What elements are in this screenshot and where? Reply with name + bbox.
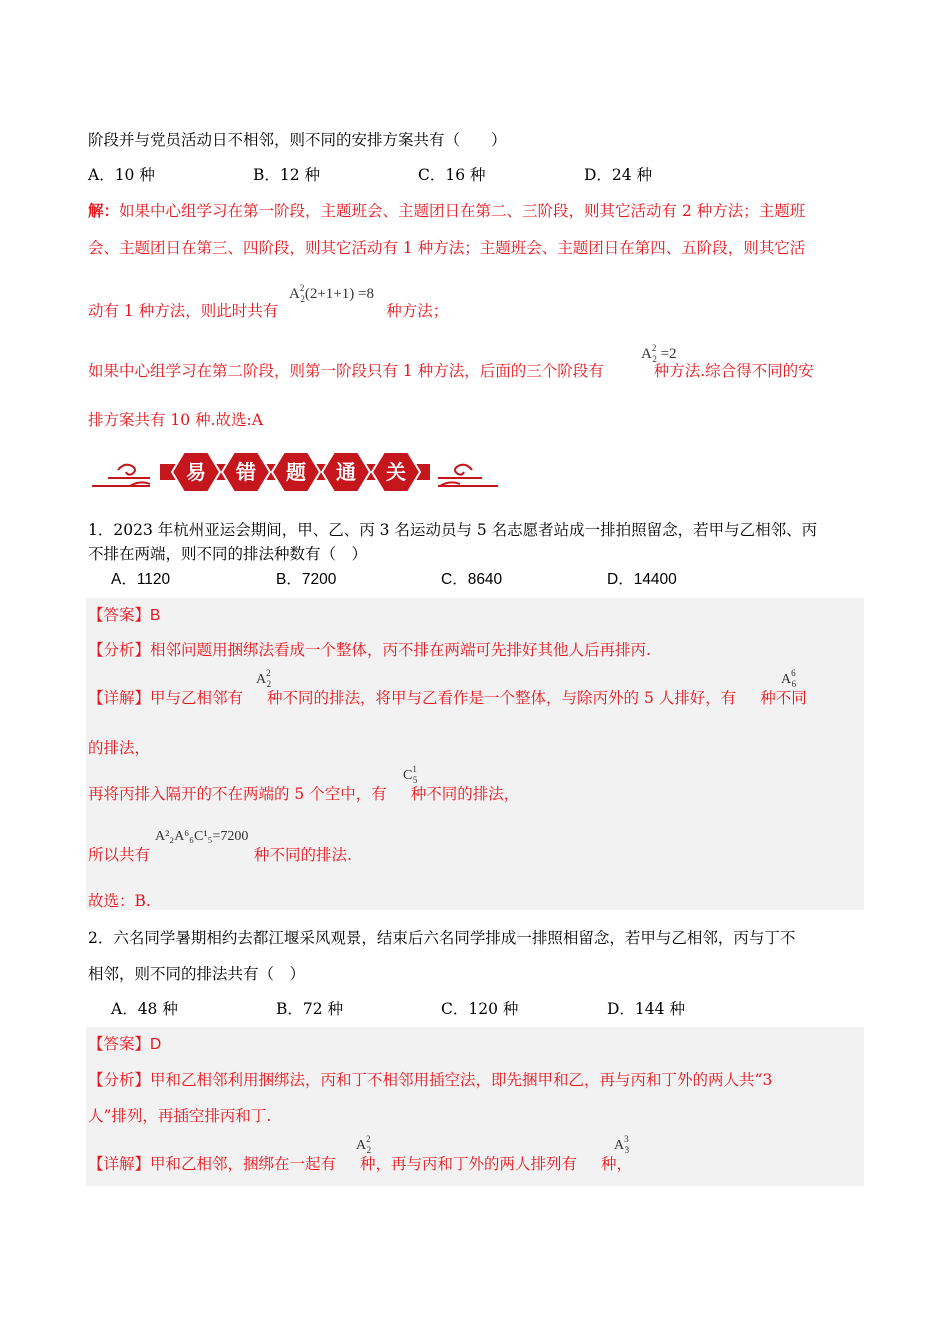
q1-detail-line-3 [88, 782, 519, 804]
formula-sub: 2 [366, 1145, 372, 1155]
banner-char-4: 通 [336, 460, 356, 484]
prev-solution-text-1: 如果中心组学习在第一阶段，主题班会、主题团日在第二、三阶段，则其它活动有 2 种方法；主题班 [119, 202, 806, 220]
prev-solution-text-4b: 种方法.综合得不同的安 [653, 362, 814, 380]
q1-formula-a22 [256, 668, 272, 689]
q2-detail-text-b: 种，再与丙和丁外的两人排列有 [360, 1155, 578, 1173]
formula-sub: 6 [791, 679, 797, 689]
formula-sub: 2 [300, 294, 305, 304]
q1-detail-text-1a: 甲与乙相邻有 [150, 689, 244, 707]
prev-solution-label: 解： [88, 201, 120, 220]
q1-conclusion: 故选：B. [88, 892, 151, 910]
formula-sub: 3 [624, 1145, 630, 1155]
formula-sub: 5 [412, 775, 418, 785]
q1-answer-label: 【答案】 [88, 606, 151, 624]
q2-detail-text-c: 种， [601, 1155, 633, 1173]
q1-detail-text-3a: 再将丙排入隔开的不在两端的 5 个空中，有 [88, 785, 387, 803]
formula-letter: A [614, 1138, 625, 1153]
q2-answer-value: D [150, 1036, 162, 1053]
formula-sup: 2 [651, 343, 657, 353]
q1-option-b: B．7200 [276, 571, 337, 588]
q2-formula-a22 [356, 1134, 372, 1155]
q1-formula-total: A²₂A⁶₆C¹₅=7200 [155, 829, 249, 844]
prev-formula-2 [641, 343, 677, 364]
q1-detail-text-1b: 种不同的排法，将甲与乙看作是一个整体，与除丙外的 5 人排好，有 [267, 689, 737, 707]
prev-options [88, 163, 848, 185]
formula-sub: 2 [652, 354, 657, 364]
q2-option-d: D．144 种 [607, 1000, 685, 1018]
formula-rest: (2+1+1) =8 [304, 286, 374, 302]
q1-detail-line-1 [88, 686, 807, 708]
prev-option-c: C．16 种 [418, 166, 486, 184]
formula-sup: 3 [624, 1134, 629, 1144]
prev-solution-line-3 [88, 299, 448, 321]
prev-solution-line-4 [88, 359, 814, 381]
q1-answer-line [88, 603, 160, 625]
q1-option-a: A．1120 [111, 571, 171, 588]
banner-char-1: 易 [186, 460, 206, 484]
q1-option-d: D．14400 [607, 571, 677, 588]
prev-stem-tail: 阶段并与党员活动日不相邻，则不同的安排方案共有（ ） [88, 131, 507, 149]
q1-options [111, 567, 871, 589]
q2-analysis-line-1 [88, 1068, 772, 1090]
q2-stem-line-2: 相邻，则不同的排法共有（ ） [88, 965, 306, 983]
q2-detail-text-a: 甲和乙相邻，捆绑在一起有 [150, 1155, 337, 1173]
formula-letter: A [641, 346, 652, 362]
prev-option-d: D．24 种 [584, 166, 653, 184]
q1-detail-label: 【详解】 [88, 689, 151, 707]
formula-letter: C [403, 768, 413, 783]
prev-solution-text-3a: 动有 1 种方法，则此时共有 [88, 302, 279, 320]
prev-solution-text-4a: 如果中心组学习在第二阶段，则第一阶段只有 1 种方法，后面的三个阶段有 [88, 362, 604, 380]
q1-answer-value: B [150, 607, 161, 624]
q2-analysis-line-2: 人”排列，再插空排丙和丁. [88, 1107, 272, 1125]
formula-letter: A [256, 672, 267, 687]
q1-stem-line-2: 不排在两端，则不同的排法种数有（ ） [88, 545, 368, 563]
q1-analysis-text: 相邻问题用捆绑法看成一个整体，丙不排在两端可先排好其他人后再排丙. [150, 641, 651, 659]
q1-detail-text-3b: 种不同的排法， [410, 785, 520, 803]
prev-solution-line-1 [88, 199, 805, 221]
q1-detail-line-4 [88, 843, 352, 865]
formula-letter: A [356, 1138, 367, 1153]
q1-formula-a66 [781, 668, 797, 689]
formula-sup: 1 [412, 764, 417, 774]
banner-char-2: 错 [236, 460, 256, 484]
q2-detail-line [88, 1152, 632, 1174]
formula-sup: 6 [791, 668, 796, 678]
prev-formula-1 [289, 283, 374, 304]
q2-option-b: B．72 种 [276, 1000, 344, 1018]
q2-answer-label: 【答案】 [88, 1035, 151, 1053]
q2-analysis-label: 【分析】 [88, 1071, 151, 1089]
formula-sup: 2 [266, 668, 271, 678]
q2-answer-line [88, 1032, 161, 1054]
q1-analysis-line [88, 638, 651, 660]
q1-detail-line-2: 的排法， [88, 739, 151, 757]
q2-detail-label: 【详解】 [88, 1155, 151, 1173]
formula-sup: 2 [299, 283, 305, 293]
right-cloud-ornament [438, 465, 498, 486]
q1-detail-text-1c: 种不同 [760, 689, 807, 707]
left-cloud-ornament [92, 465, 150, 486]
formula-letter: A [781, 672, 792, 687]
q1-detail-text-4a: 所以共有 [88, 846, 151, 864]
prev-option-b: B．12 种 [253, 166, 321, 184]
banner-char-3: 题 [286, 460, 306, 484]
q2-option-a: A．48 种 [111, 1000, 178, 1018]
q2-stem-line-1: 2．六名同学暑期相约去都江堰采风观景，结束后六名同学排成一排照相留念，若甲与乙相邻，丙与丁不 [88, 929, 796, 947]
prev-solution-line-5: 排方案共有 10 种.故选:A [88, 411, 263, 429]
q1-detail-text-4b: 种不同的排法. [254, 846, 352, 864]
prev-option-a: A．10 种 [88, 166, 155, 184]
q1-stem-line-1: 1．2023 年杭州亚运会期间，甲、乙、丙 3 名运动员与 5 名志愿者站成一排拍照留念，若甲与乙相邻、丙 [88, 521, 818, 539]
q1-formula-c15 [403, 764, 418, 785]
formula-sub: 2 [266, 679, 272, 689]
q1-option-c: C．8640 [441, 571, 503, 588]
banner-char-5: 关 [386, 460, 406, 484]
q2-options [111, 997, 871, 1019]
q2-formula-a33 [614, 1134, 630, 1155]
formula-letter: A [289, 286, 300, 302]
q1-analysis-label: 【分析】 [88, 641, 151, 659]
formula-rest: =2 [656, 346, 677, 362]
formula-sup: 2 [366, 1134, 371, 1144]
q2-option-c: C．120 种 [441, 1000, 519, 1018]
section-banner [90, 444, 500, 500]
prev-solution-line-2: 会、主题团日在第三、四阶段，则其它活动有 1 种方法；主题班会、主题团日在第四、五阶段，则其它活 [88, 239, 806, 257]
q2-analysis-text-1: 甲和乙相邻利用捆绑法，丙和丁不相邻用插空法，即先捆甲和乙，再与丙和丁外的两人共“3 [150, 1071, 773, 1089]
prev-solution-text-3b: 种方法； [386, 302, 449, 320]
